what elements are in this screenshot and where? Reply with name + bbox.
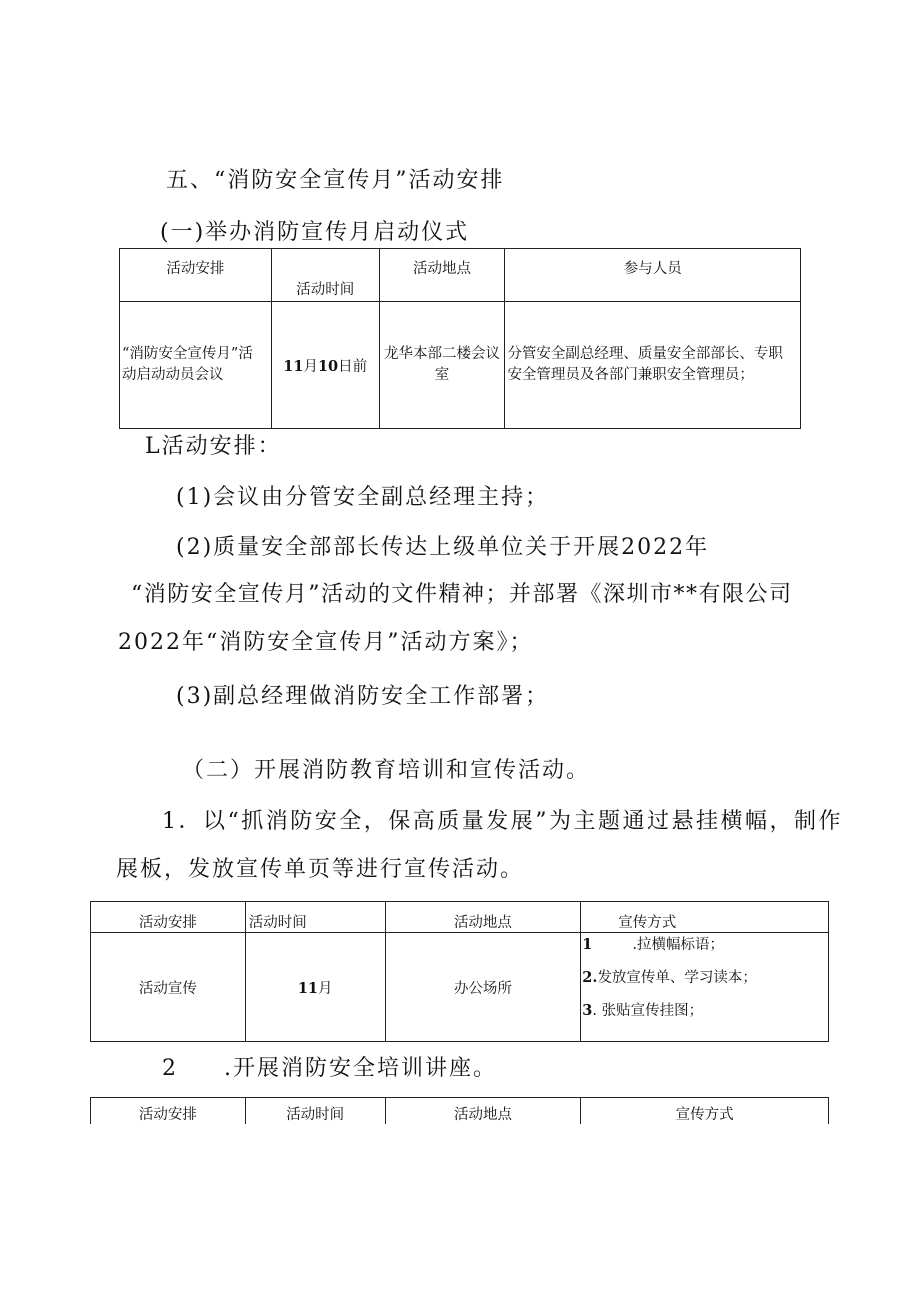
cell-time: 11月10日前 [271,302,379,429]
subsection-2-title: （二）开展消防教育培训和宣传活动。 [182,758,591,783]
section-five-heading: 五、“消防安全宣传月”活动安排 [166,168,505,193]
header-arrangement: 活动安排 [91,1098,246,1124]
table-header-row [91,902,829,933]
table-header-row [91,1098,829,1124]
header-location: 活动地点 [385,1098,581,1124]
header-method: 宣传方式 [581,902,829,933]
header-time: 活动时间 [245,902,385,933]
item-3: (3)副总经理做消防安全工作部署； [176,684,550,709]
launch-ceremony-table [119,248,801,429]
paragraph-1-line-1: 1．以“抓消防安全，保高质量发展”为主题通过悬挂横幅，制作 [162,809,843,834]
header-method: 宣传方式 [581,1098,829,1124]
header-participants: 参与人员 [505,249,801,302]
table-row [91,933,829,1042]
method-1: 1 .拉横幅标语； [582,936,724,953]
method-2: 2.发放宣传单、学习读本； [582,969,757,986]
header-time: 活动时间 [245,1098,385,1124]
item-2-line-1: (2)质量安全部部长传达上级单位关于开展2022年 [176,535,710,560]
subsection-1-title: (一)举办消防宣传月启动仪式 [160,220,470,245]
activity-arrangement-label: L活动安排： [145,434,282,459]
cell-location: 办公场所 [385,933,581,1042]
training-table [90,1097,829,1124]
cell-method [581,933,829,1042]
promotion-table [90,901,829,1042]
header-arrangement: 活动安排 [120,249,272,302]
header-location: 活动地点 [385,902,581,933]
cell-participants: 分管安全副总经理、质量安全部部长、专职安全管理员及各部门兼职安全管理员； [505,302,801,429]
item-2-line-2: “消防安全宣传月”活动的文件精神；并部署《深圳市**有限公司 [131,582,793,607]
cell-arrangement: “消防安全宣传月”活动启动动员会议 [120,302,272,429]
item-1: (1)会议由分管安全副总经理主持； [176,485,550,510]
paragraph-2: 2 .开展消防安全培训讲座。 [162,1056,497,1081]
header-time: 活动时间 [271,249,379,302]
cell-arrangement: 活动宣传 [91,933,246,1042]
table-header-row [120,249,801,302]
method-3: 3. 张贴宣传挂图； [582,1002,704,1019]
item-2-line-3: 2022年“消防安全宣传月”活动方案》； [118,630,534,655]
header-location: 活动地点 [379,249,505,302]
paragraph-1-line-2: 展板，发放宣传单页等进行宣传活动。 [116,857,525,882]
cell-location: 龙华本部二楼会议室 [379,302,505,429]
cell-time: 11月 [245,933,385,1042]
table-row [120,302,801,429]
header-arrangement: 活动安排 [91,902,246,933]
